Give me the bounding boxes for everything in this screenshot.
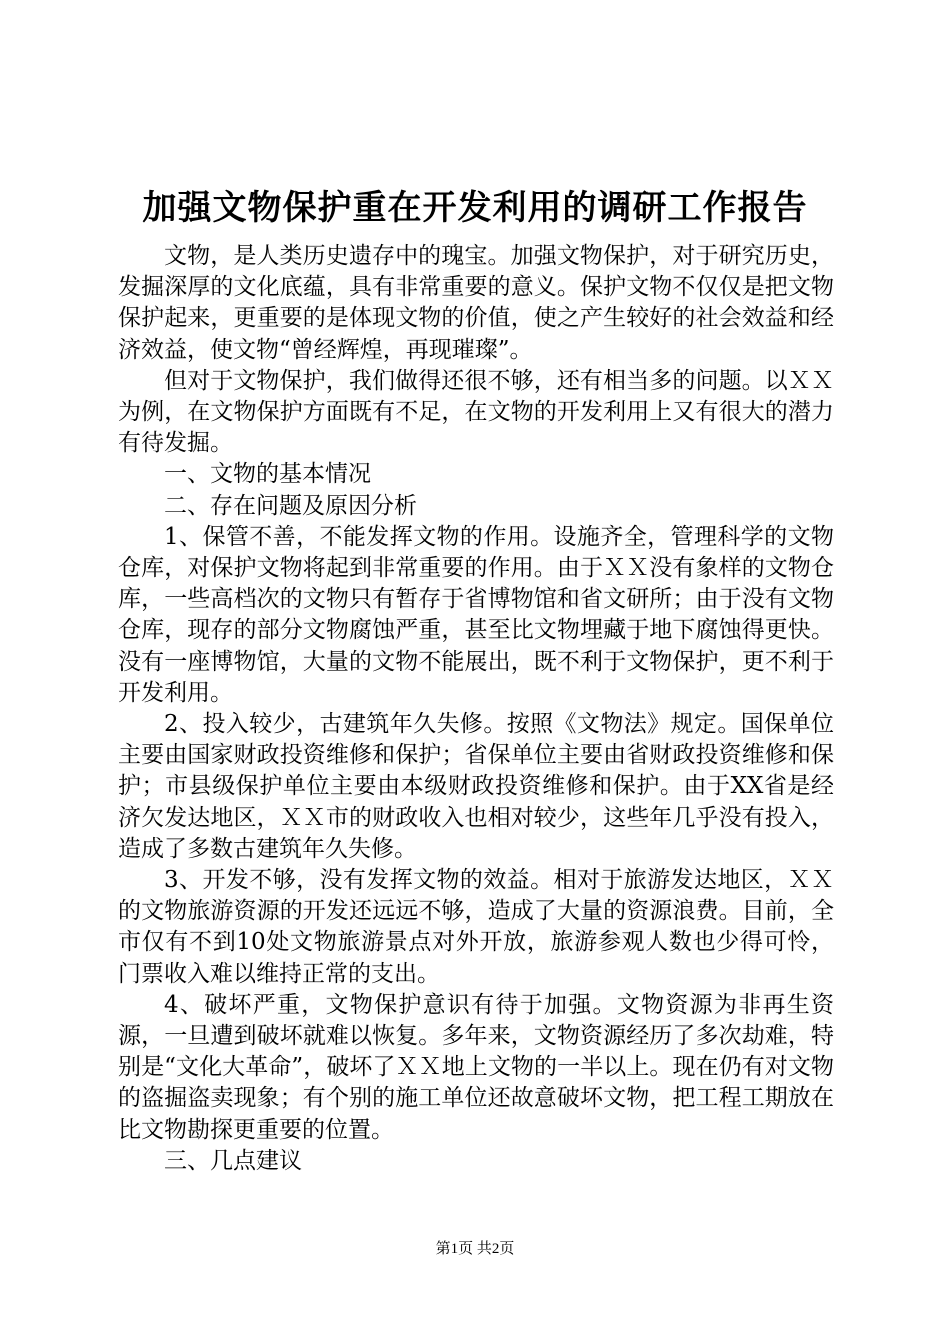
section-heading-problems-analysis: 二、存在问题及原因分析 (164, 492, 417, 519)
document-body (118, 241, 834, 1177)
section-heading-basic-situation: 一、文物的基本情况 (164, 461, 371, 488)
paragraph-item-3: 3、开发不够，没有发挥文物的效益。相对于旅游发达地区，ＸＸ的文物旅游资源的开发还远远不够，造成了大量的资源浪费。目前，全市仅有不到10处文物旅游景点对外开放，旅游参观人数也少得可怜，门票收入难以维持正常的支出。 (118, 867, 834, 987)
section-heading-suggestions: 三、几点建议 (164, 1147, 302, 1174)
paragraph-item-1: 1、保管不善，不能发挥文物的作用。设施齐全，管理科学的文物仓库，对保护文物将起到非常重要的作用。由于ＸＸ没有象样的文物仓库，一些高档次的文物只有暂存于省博物馆和省文研所；由于没有文物仓库，现存的部分文物腐蚀严重，甚至比文物埋藏于地下腐蚀得更快。没有一座博物馆，大量的文物不能展出，既不利于文物保护，更不利于开发利用。 (118, 523, 834, 706)
paragraph-item-4: 4、破坏严重，文物保护意识有待于加强。文物资源为非再生资源，一旦遭到破坏就难以恢复。多年来，文物资源经历了多次劫难，特别是“文化大革命”，破坏了ＸＸ地上文物的一半以上。现在仍有对文物的盗掘盗卖现象；有个别的施工单位还故意破坏文物，把工程工期放在比文物勘探更重要的位置。 (118, 991, 834, 1143)
document-title: 加强文物保护重在开发利用的调研工作报告 (142, 188, 808, 228)
paragraph-problems-overview: 但对于文物保护，我们做得还很不够，还有相当多的问题。以ＸＸ为例，在文物保护方面既有不足，在文物的开发利用上又有很大的潜力有待发掘。 (118, 367, 834, 457)
paragraph-item-2: 2、投入较少，古建筑年久失修。按照《文物法》规定。国保单位主要由国家财政投资维修和保护；省保单位主要由省财政投资维修和保护；市县级保护单位主要由本级财政投资维修和保护。由于XX省是经济欠发达地区，ＸＸ市的财政收入也相对较少，这些年几乎没有投入，造成了多数古建筑年久失修。 (118, 711, 834, 862)
page-footer: 第1页 共2页 (435, 1241, 515, 1257)
paragraph-intro: 文物，是人类历史遗存中的瑰宝。加强文物保护，对于研究历史，发掘深厚的文化底蕴，具有非常重要的意义。保护文物不仅仅是把文物保护起来，更重要的是体现文物的价值，使之产生较好的社会效益和经济效益，使文物“曾经辉煌，再现璀璨”。 (118, 243, 834, 363)
